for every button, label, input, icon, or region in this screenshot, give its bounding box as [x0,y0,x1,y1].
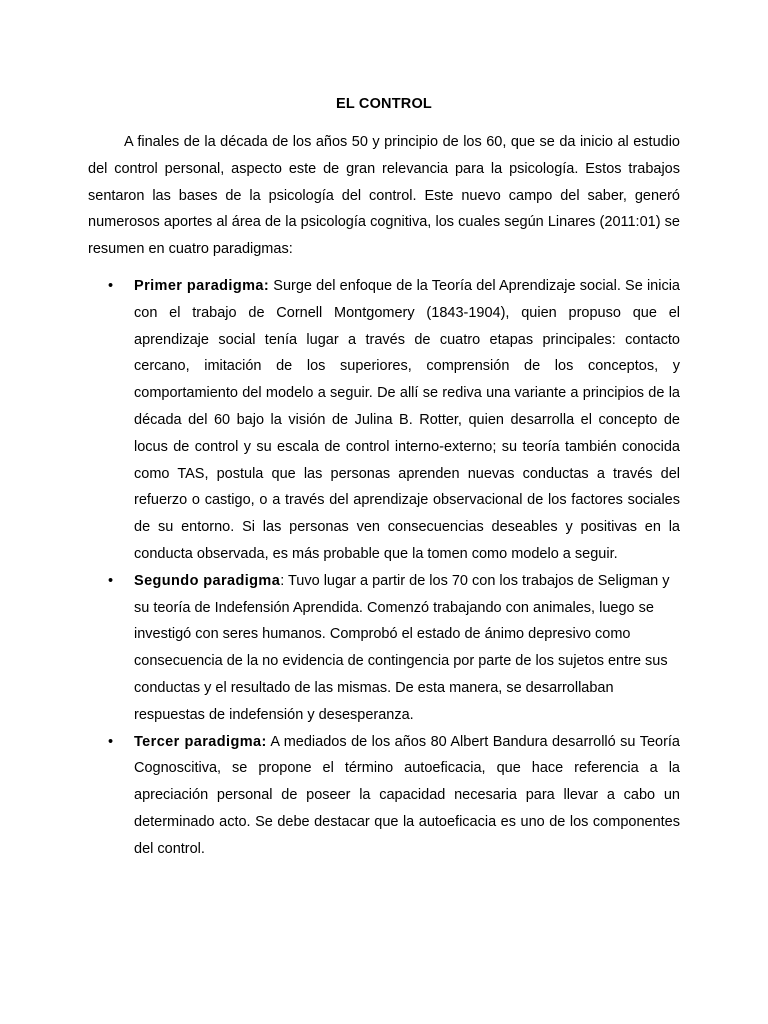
paradigm-text: A mediados de los años 80 Albert Bandura desarrolló su Teoría Cognoscitiva, se propone el término autoeficacia, que hace referencia a la apreciación personal de poseer la capacidad necesaria para llevar a cabo un determinado acto. Se debe destacar que la autoeficacia es uno de los componentes del control. [134,733,681,857]
paradigm-label: Segundo paradigma [134,572,281,589]
bullet-icon: • [108,733,114,750]
paradigm-text: Surge del enfoque de la Teoría del Aprendizaje social. Se inicia con el trabajo de Cornell Montgomery (1843-1904), quien propuso que el aprendizaje social tenía lugar a través de cuatro etapas principales: contacto cercano, imitación de los superiores, comprensión de los conceptos, y comportamiento del modelo a seguir. De allí se rediva una variante a principios de la década del 60 bajo la visión de Julina B. Rotter, quien desarrolla el concepto de locus de control y su escala de control interno-externo; su teoría también conocida como TAS, postula que las personas aprenden nuevas conductas a través del refuerzo o castigo, o a través del aprendizaje observacional de los factores sociales de su entorno. Si las personas ven consecuencias deseables y positivas en la conducta observada, es más probable que la tomen como modelo a seguir. [134,277,680,562]
document-title: EL CONTROL [336,96,432,112]
paradigm-item-2 [88,568,680,729]
paradigm-text: : Tuvo lugar a partir de los 70 con los trabajos de Seligman y su teoría de Indefensión Aprendida. Comenzó trabajando con animales, luego se investigó con seres humanos. Comprobó el estado de ánimo depresivo como consecuencia de la no evidencia de contingencia por parte de los sujetos entre sus conductas y el resultado de las mismas. De esta manera, se desarrollaban respuestas de indefensión y desesperanza. [134,572,670,723]
paradigm-item-1 [88,273,680,568]
paradigm-item-3 [88,729,680,863]
intro-paragraph: A finales de la década de los años 50 y principio de los 60, que se da inicio al estudio del control personal, aspecto este de gran relevancia para la psicología. Estos trabajos sentaron las bases de la psicología del control. Este nuevo campo del saber, generó numerosos aportes al área de la psicología cognitiva, los cuales según Linares (2011:01) se resumen en cuatro paradigmas: [88,134,680,258]
paradigm-label: Tercer paradigma: [134,733,267,750]
bullet-icon: • [108,277,114,294]
paradigm-label: Primer paradigma: [134,277,270,294]
paradigm-list [88,273,680,863]
bullet-icon: • [108,572,114,589]
